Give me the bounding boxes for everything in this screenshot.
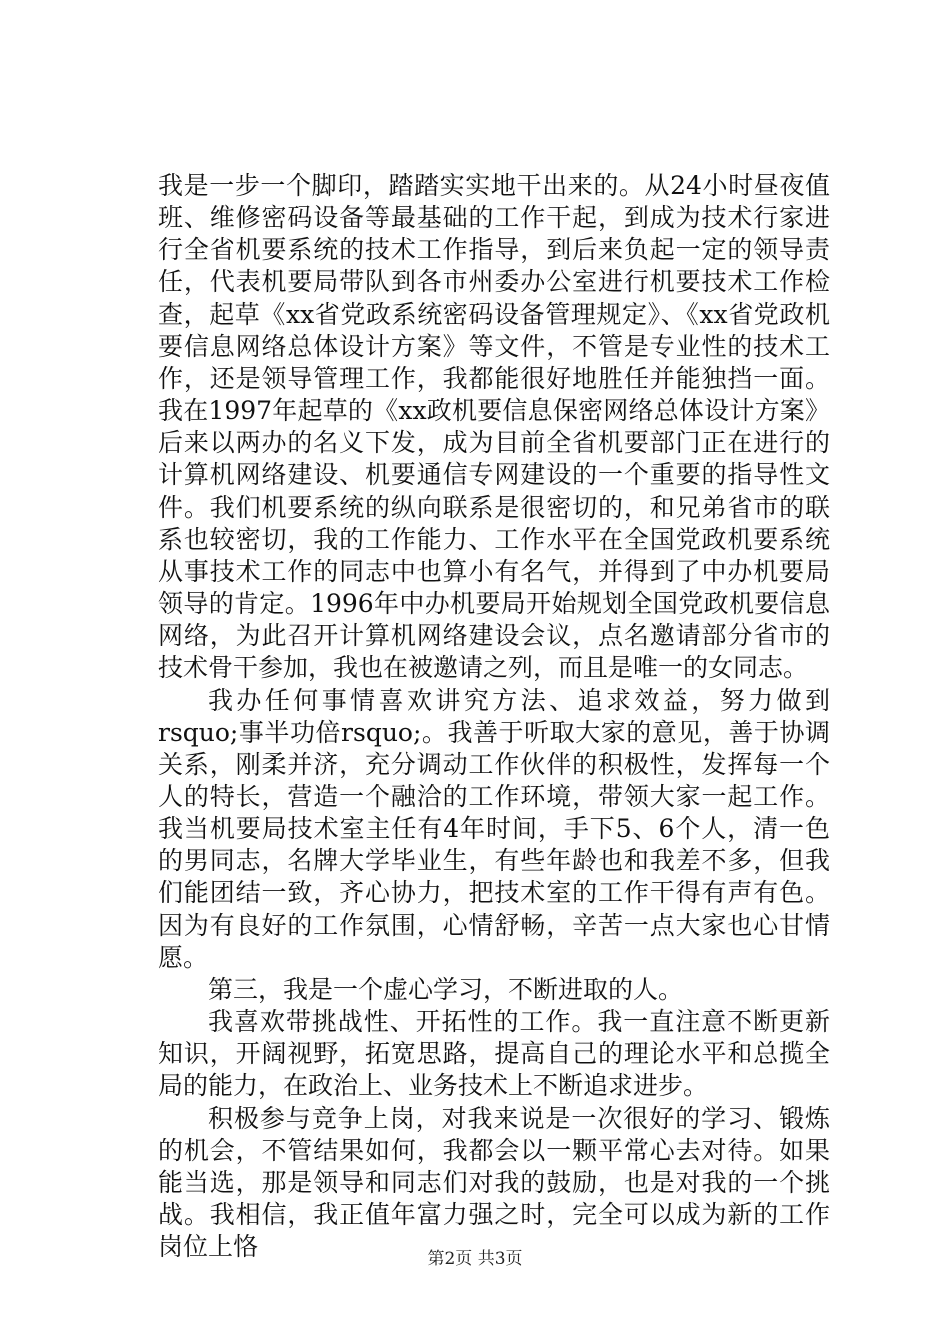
paragraph-1: 我是一步一个脚印，踏踏实实地干出来的。从24小时昼夜值班、维修密码设备等最基础的工作干起，到成为技术行家进行全省机要系统的技术工作指导，到后来负起一定的领导责任，代表机要局带队到各市州委办公室进行机要技术工作检查，起草《xx省党政系统密码设备管理规定》、《xx省党政机要信息网络总体设计方案》等文件，不管是专业性的技术工作，还是领导管理工作，我都能很好地胜任并能独挡一面。我在1997年起草的《xx政机要信息保密网络总体设计方案》后来以两办的名义下发，成为目前全省机要部门正在进行的计算机网络建设、机要通信专网建设的一个重要的指导性文件。我们机要系统的纵向联系是很密切的，和兄弟省市的联系也较密切，我的工作能力、工作水平在全国党政机要系统从事技术工作的同志中也算小有名气，并得到了中办机要局领导的肯定。1996年中办机要局开始规划全国党政机要信息网络，为此召开计算机网络建设会议，点名邀请部分省市的技术骨干参加，我也在被邀请之列，而且是唯一的女同志。 <box>158 171 830 683</box>
paragraph-2: 我办任何事情喜欢讲究方法、追求效益，努力做到rsquo;事半功倍rsquo;。我善于听取大家的意见，善于协调关系，刚柔并济，充分调动工作伙伴的积极性，发挥每一个人的特长，营造一个融洽的工作环境，带领大家一起工作。我当机要局技术室主任有4年时间，手下5、6个人，清一色的男同志，名牌大学毕业生，有些年龄也和我差不多，但我们能团结一致，齐心协力，把技术室的工作干得有声有色。因为有良好的工作氛围，心情舒畅，辛苦一点大家也心甘情愿。 <box>158 685 830 972</box>
paragraph-5: 积极参与竞争上岗，对我来说是一次很好的学习、锻炼的机会，不管结果如何，我都会以一颗平常心去对待。如果能当选，那是领导和同志们对我的鼓励，也是对我的一个挑战。我相信，我正值年富力强之时，完全可以成为新的工作岗位上恪 <box>158 1103 830 1262</box>
paragraph-4: 我喜欢带挑战性、开拓性的工作。我一直注意不断更新知识，开阔视野，拓宽思路，提高自己的理论水平和总揽全局的能力，在政治上、业务技术上不断追求进步。 <box>158 1007 830 1101</box>
paragraph-3: 第三，我是一个虚心学习，不断进取的人。 <box>208 974 684 1004</box>
document-body <box>158 170 830 1263</box>
page-number-footer: 第2页 共3页 <box>427 1249 523 1269</box>
